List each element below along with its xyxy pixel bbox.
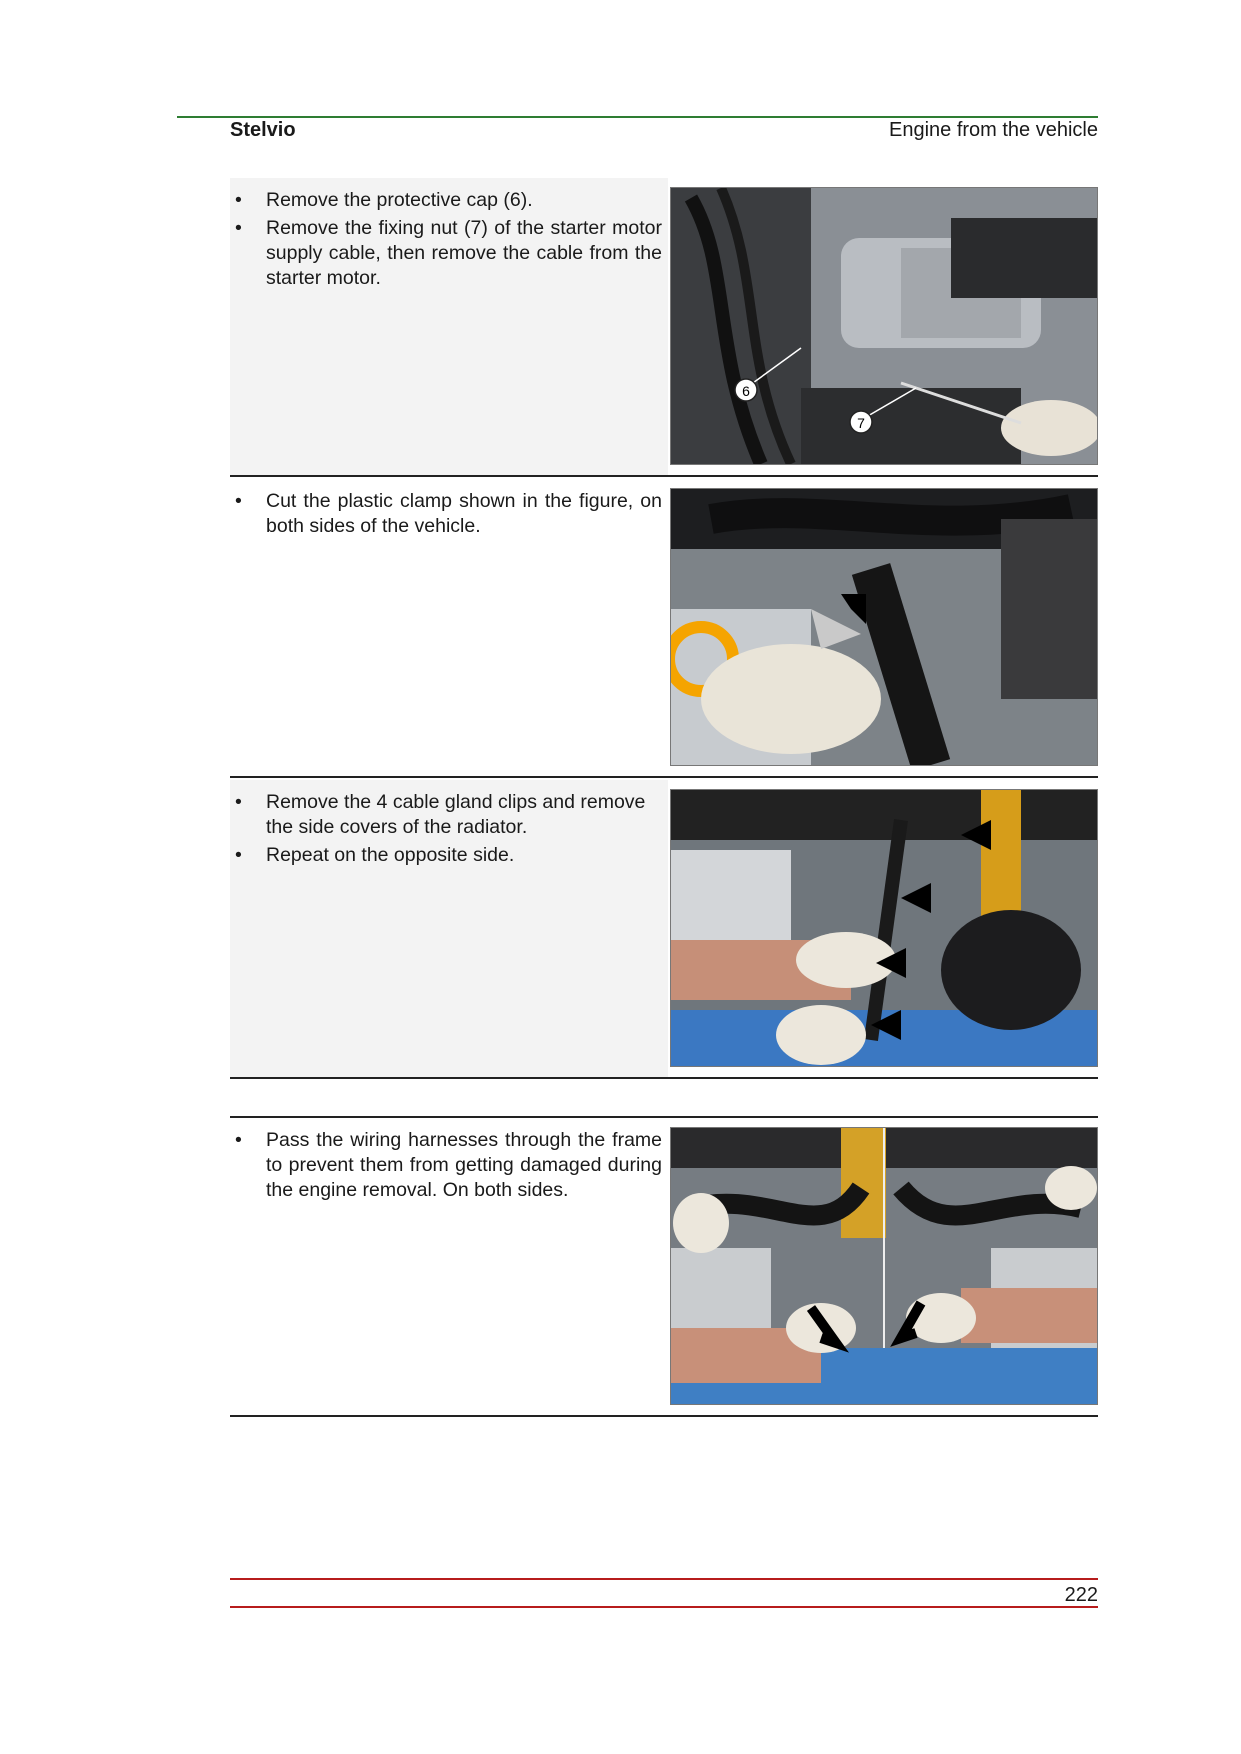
- step-section-4: [230, 1118, 1098, 1415]
- step-text: [230, 790, 662, 871]
- footer-rule-bottom: [230, 1606, 1098, 1608]
- chapter-title: Engine from the vehicle: [888, 119, 1098, 141]
- page-number: 222: [1064, 1584, 1098, 1606]
- bullet: •: [235, 189, 242, 211]
- list-item: • Pass the wiring harnesses through the frame to prevent them from getting damaged during the engine removal. On both sides.: [235, 1129, 662, 1201]
- wiring-harness-photo: [670, 1127, 1098, 1405]
- bullet: •: [235, 1129, 242, 1151]
- callout-6: 6: [742, 383, 750, 399]
- list-item: • Remove the 4 cable gland clips and remove the side covers of the radiator.: [235, 791, 646, 838]
- bullet: •: [235, 217, 242, 239]
- step-section-1: [230, 178, 1098, 475]
- starter-motor-photo: [670, 187, 1098, 465]
- list-item: • Remove the protective cap (6).: [235, 189, 533, 211]
- step-text: [230, 1128, 662, 1206]
- step-section-3: [230, 780, 1098, 1077]
- header-rule: [177, 116, 1098, 118]
- section-divider: [230, 1415, 1098, 1417]
- list-item: • Remove the fixing nut (7) of the starter motor supply cable, then remove the cable from the starter motor.: [235, 217, 662, 289]
- bullet: •: [235, 844, 242, 866]
- step-text: [230, 489, 662, 542]
- bullet: •: [235, 490, 242, 512]
- plastic-clamp-photo: [670, 488, 1098, 766]
- footer-rule-top: [230, 1578, 1098, 1580]
- step-text: [230, 188, 662, 294]
- section-divider: [230, 1077, 1098, 1079]
- callout-7: 7: [857, 415, 865, 431]
- list-item: • Repeat on the opposite side.: [235, 844, 515, 866]
- radiator-clips-photo: [670, 789, 1098, 1067]
- section-divider: [230, 776, 1098, 778]
- list-item: • Cut the plastic clamp shown in the figure, on both sides of the vehicle.: [235, 490, 662, 537]
- step-section-2: [230, 479, 1098, 776]
- bullet: •: [235, 791, 242, 813]
- manual-title: Stelvio: [230, 119, 296, 141]
- section-divider: [230, 475, 1098, 477]
